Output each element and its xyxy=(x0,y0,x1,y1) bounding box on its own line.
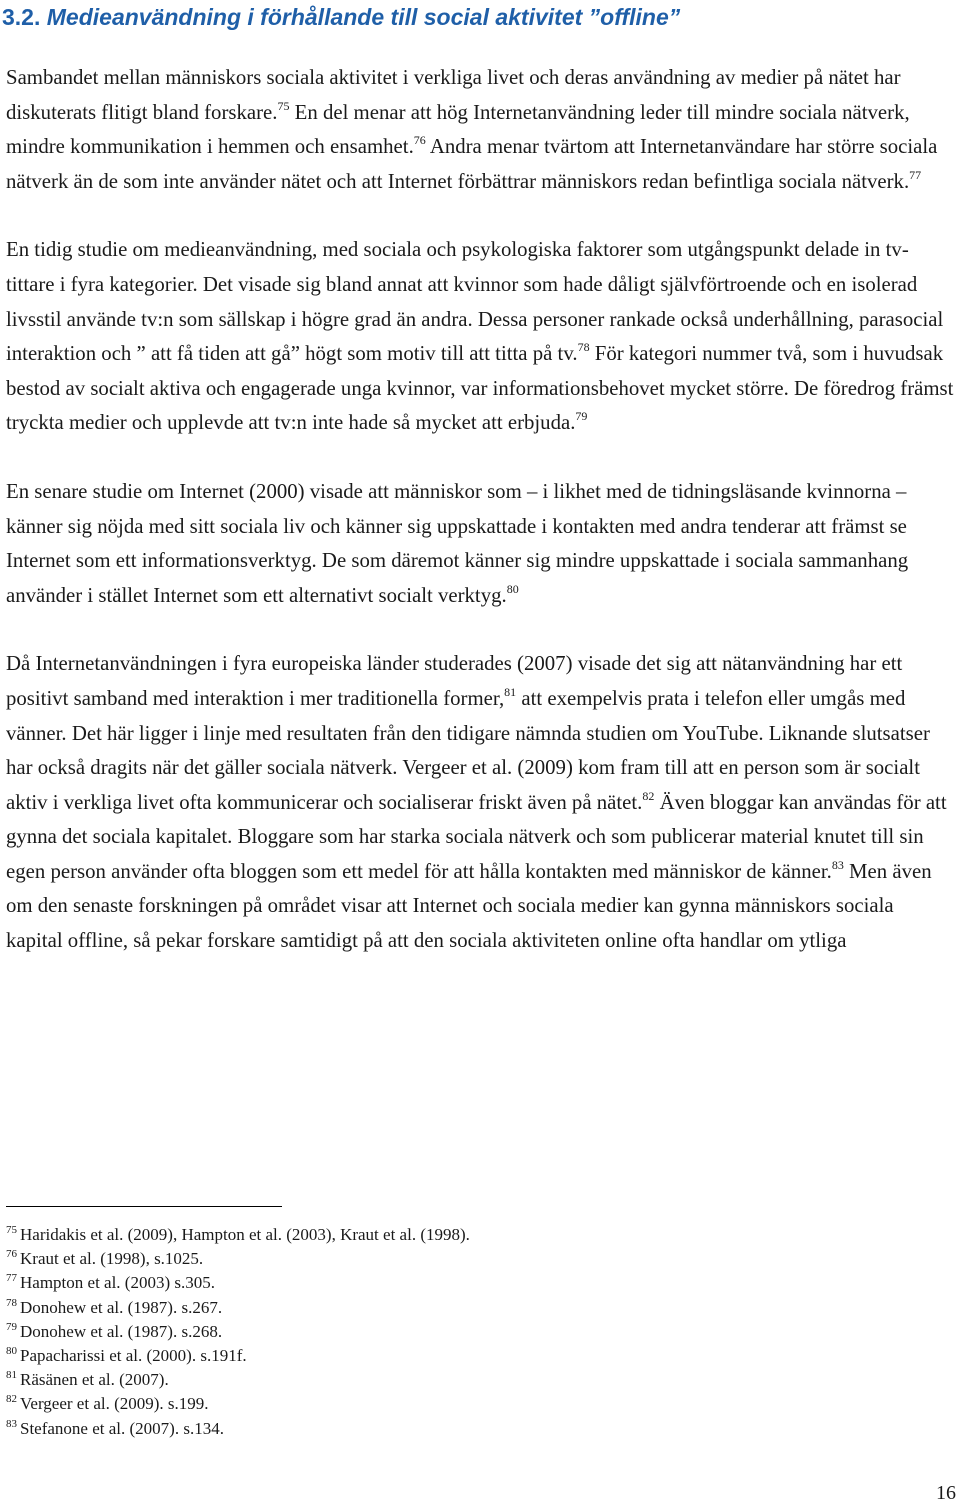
footnote xyxy=(6,1223,470,1247)
footnote-number: 79 xyxy=(6,1320,17,1333)
footnote-reference: 81 xyxy=(504,684,517,699)
footnote-text: Kraut et al. (1998), s.1025. xyxy=(20,1249,204,1269)
footnote-separator xyxy=(6,1206,282,1207)
footnote-reference: 82 xyxy=(642,788,655,803)
footnote-number: 78 xyxy=(6,1296,17,1309)
footnote-number: 77 xyxy=(6,1272,17,1285)
paragraph-text: En del menar att hög Internetanvändning leder till mindre sociala nätverk, mindre kommunikation i hemmen och ensamhet. xyxy=(6,100,910,159)
paragraph-text: Andra menar tvärtom att Internetanvändare har större sociala nätverk än de som inte använder nätet och att Internet förbättrar människors redan befintliga sociala nätverk. xyxy=(6,135,938,193)
page-number: 16 xyxy=(936,1482,956,1504)
footnote-text: Vergeer et al. (2009). s.199. xyxy=(20,1394,209,1414)
paragraph xyxy=(6,61,954,199)
section-title: Medieanvändning i förhållande till social aktivitet ”offline” xyxy=(46,4,681,30)
footnote xyxy=(6,1320,470,1344)
footnote-text: Papacharissi et al. (2000). s.191f. xyxy=(20,1346,247,1366)
paragraph-text: Men även om den senaste forskningen på området visar att Internet och sociala medier kan gynna människors sociala kapital offline, så pekar forskare samtidigt på att den sociala aktiviteten online ofta handlar om ytliga xyxy=(6,859,932,953)
footnote-text: Donohew et al. (1987). s.268. xyxy=(20,1321,223,1341)
footnote xyxy=(6,1344,470,1368)
footnote-reference: 78 xyxy=(577,340,590,355)
footnote-number: 82 xyxy=(6,1393,17,1406)
paragraph-text: Då Internetanvändningen i fyra europeiska länder studerades (2007) visade det sig att nätanvändning har ett positivt samband med interaktion i mer traditionella former, xyxy=(6,652,903,710)
footnote-number: 75 xyxy=(6,1224,17,1236)
footnote-number: 83 xyxy=(6,1417,17,1430)
footnote-text: Stefanone et al. (2007). s.134. xyxy=(20,1418,224,1438)
footnote-number: 81 xyxy=(6,1369,17,1382)
footnote-reference: 77 xyxy=(909,167,922,182)
section-number: 3.2. xyxy=(2,4,41,30)
footnote xyxy=(6,1417,470,1441)
footnote xyxy=(6,1247,470,1271)
footnote-reference: 75 xyxy=(277,98,290,113)
footnote-reference: 79 xyxy=(575,409,588,424)
paragraph-text: att exempelvis prata i telefon eller umgås med vänner. Det här ligger i linje med resultaten från den tidigare nämnda studien om YouTube. Liknande slutsatser har också dragits när det gäller sociala nätverk. Vergeer et al. (2009) kom fram till att en person som är socialt aktiv i verkliga livet ofta kommunicerar och socialiserar friskt även på nätet. xyxy=(6,686,930,814)
footnote-text: Haridakis et al. (2009), Hampton et al. (2003), Kraut et al. (1998). xyxy=(20,1225,470,1244)
paragraph xyxy=(6,647,954,958)
section-heading xyxy=(2,2,680,32)
footnote-text: Hampton et al. (2003) s.305. xyxy=(20,1273,215,1293)
footnote-reference: 83 xyxy=(831,857,844,872)
paragraph xyxy=(6,475,954,613)
paragraph-text: För kategori nummer två, som i huvudsak bestod av socialt aktiva och engagerade unga kvinnor, var informationsbehovet mycket större. De föredrog främst tryckta medier och upplevde att tv:n inte hade så mycket att erbjuda. xyxy=(6,342,954,435)
paragraph xyxy=(6,233,954,441)
paragraph-text: Sambandet mellan människors sociala aktivitet i verkliga livet och deras användning av medier på nätet har diskuterats flitigt bland forskare. xyxy=(6,66,901,124)
footnote xyxy=(6,1271,470,1295)
footnote xyxy=(6,1368,470,1392)
footnote-reference: 80 xyxy=(506,581,519,596)
footnote-reference: 76 xyxy=(413,133,426,148)
footnote-number: 76 xyxy=(6,1248,17,1261)
footnote-text: Räsänen et al. (2007). xyxy=(20,1370,169,1390)
footnote-number: 80 xyxy=(6,1345,17,1358)
footnotes xyxy=(6,1223,470,1441)
footnote-text: Donohew et al. (1987). s.267. xyxy=(20,1297,223,1317)
paragraph-text: Även bloggar kan användas för att gynna det sociala kapitalet. Bloggare som har starka sociala nätverk och som publicerar material knutet till sin egen person använder ofta bloggen som ett medel för att hålla kontakten med människor de känner. xyxy=(6,790,947,883)
paragraph-text: En tidig studie om medieanvändning, med sociala och psykologiska faktorer som utgångspunkt delade in tv-tittare i fyra kategorier. Det visade sig bland annat att kvinnor som hade dåligt självförtroende och en isolerad livsstil använde tv:n som sällskap i högre grad än andra. Dessa personer rankade också underhållning, parasocial interaktion och ” att få tiden att gå” högt som motiv till att titta på tv. xyxy=(6,238,944,366)
footnote xyxy=(6,1296,470,1320)
footnote xyxy=(6,1392,470,1416)
paragraph-text: En senare studie om Internet (2000) visade att människor som – i likhet med de tidningsläsande kvinnorna – känner sig nöjda med sitt sociala liv och känner sig uppskattade i kontakten med andra tenderar att främst se Internet som ett informationsverktyg. De som däremot känner sig mindre uppskattade i sociala sammanhang använder i stället Internet som ett alternativt socialt verktyg. xyxy=(6,479,909,607)
body-text xyxy=(6,61,954,993)
